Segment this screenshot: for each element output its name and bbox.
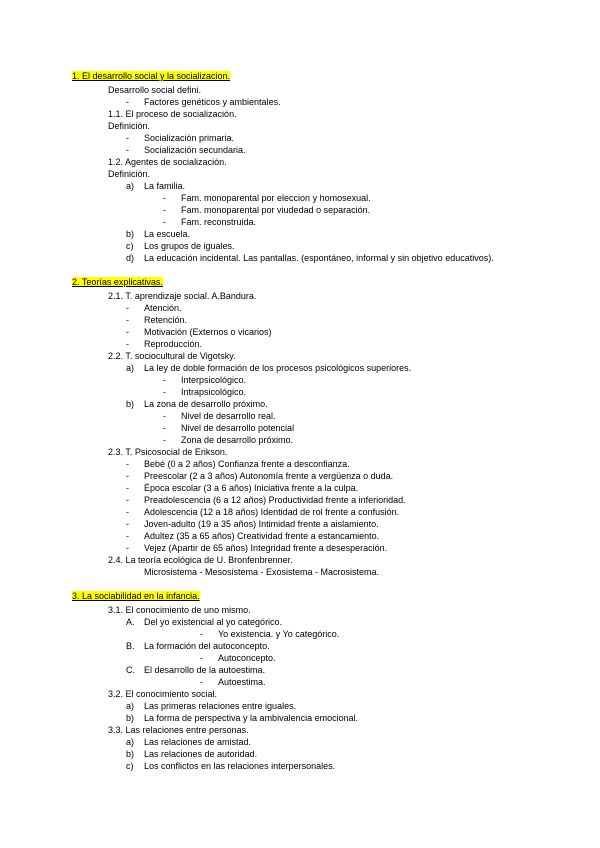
outline-line — [0, 192, 600, 204]
outline-line — [0, 386, 600, 398]
outline-line — [0, 290, 600, 302]
outline-line — [0, 616, 600, 628]
outline-line — [0, 132, 600, 144]
outline-line — [0, 156, 600, 168]
list-marker: c) — [126, 241, 134, 251]
dash-bullet: - — [163, 423, 166, 433]
line-text: Adultez (35 a 65 años) Creatividad frente a estancamiento. — [144, 531, 380, 541]
outline-line — [0, 326, 600, 338]
outline-line — [0, 446, 600, 458]
dash-bullet: - — [163, 375, 166, 385]
list-marker: b) — [126, 713, 135, 723]
outline-line — [0, 664, 600, 676]
section-heading — [0, 70, 600, 84]
line-text: Joven-adulto (19 a 35 años) Intimidad frente a aislamiento. — [144, 519, 379, 529]
line-text: Del yo existencial al yo categórico. — [144, 617, 283, 627]
line-text: La educación incidental. Las pantallas. (espontáneo, informal y sin objetivo educativos). — [144, 253, 494, 263]
blank-line — [0, 264, 600, 276]
line-text: La zona de desarrollo próximo. — [144, 399, 268, 409]
outline-line — [0, 554, 600, 566]
line-text: Socialización secundaria. — [144, 145, 246, 155]
outline-line — [0, 542, 600, 554]
line-text: La formación del autoconcepto. — [144, 641, 270, 651]
dash-bullet: - — [126, 519, 129, 529]
outline-line — [0, 240, 600, 252]
outline-line — [0, 422, 600, 434]
dash-bullet: - — [126, 303, 129, 313]
line-text: Motivación (Externos o vicarios) — [144, 327, 272, 337]
list-marker: a) — [126, 181, 135, 191]
line-text: Preadolescencia (6 a 12 años) Productividad frente a inferioridad. — [144, 495, 406, 505]
line-text: Las relaciones de autoridad. — [144, 749, 258, 759]
line-text: Época escolar (3 a 6 años) Iniciativa frente a la culpa. — [144, 483, 359, 493]
line-text: Zona de desarrollo próximo. — [181, 435, 294, 445]
dash-bullet: - — [200, 629, 203, 639]
line-text: 3.2. El conocimiento social. — [108, 689, 218, 699]
outline-line — [0, 302, 600, 314]
line-text: El desarrollo de la autoestima. — [144, 665, 266, 675]
dash-bullet: - — [163, 435, 166, 445]
dash-bullet: - — [126, 145, 129, 155]
dash-bullet: - — [126, 327, 129, 337]
outline-line — [0, 700, 600, 712]
line-text: Vejez (Apartir de 65 años) Integridad frente a desesperación. — [144, 543, 388, 553]
line-text: Nivel de desarrollo potencial — [181, 423, 295, 433]
line-text: 3.1. El conocimiento de uno mismo. — [108, 605, 251, 615]
outline-line — [0, 724, 600, 736]
section-heading-text: 2. Teorías explicativas. — [72, 277, 163, 287]
line-text: Definición. — [108, 169, 151, 179]
line-text: Intrapsicológico. — [181, 387, 247, 397]
outline-line — [0, 518, 600, 530]
dash-bullet: - — [200, 653, 203, 663]
line-text: Reproducción. — [144, 339, 203, 349]
line-text: La escuela. — [144, 229, 191, 239]
outline-line — [0, 314, 600, 326]
dash-bullet: - — [163, 205, 166, 215]
dash-bullet: - — [163, 387, 166, 397]
outline-line — [0, 144, 600, 156]
outline-line — [0, 228, 600, 240]
dash-bullet: - — [200, 677, 203, 687]
outline-line — [0, 338, 600, 350]
outline-line — [0, 566, 600, 578]
list-marker: C. — [126, 665, 135, 675]
dash-bullet: - — [163, 217, 166, 227]
list-marker: A. — [126, 617, 135, 627]
line-text: Yo existencia. y Yo categórico. — [218, 629, 340, 639]
section-heading-text: 3. La sociabilidad en la infancia. — [72, 591, 200, 601]
dash-bullet: - — [126, 543, 129, 553]
dash-bullet: - — [126, 315, 129, 325]
outline-line — [0, 120, 600, 132]
outline-line — [0, 688, 600, 700]
outline-line — [0, 180, 600, 192]
line-text: Definición. — [108, 121, 151, 131]
dash-bullet: - — [126, 459, 129, 469]
line-text: Fam. monoparental por viudedad o separación. — [181, 205, 371, 215]
list-marker: c) — [126, 761, 134, 771]
outline-line — [0, 398, 600, 410]
outline-line — [0, 168, 600, 180]
list-marker: a) — [126, 363, 135, 373]
list-marker: B. — [126, 641, 135, 651]
outline-line — [0, 84, 600, 96]
section-heading — [0, 276, 600, 290]
dash-bullet: - — [126, 507, 129, 517]
outline-line — [0, 482, 600, 494]
list-marker: a) — [126, 701, 135, 711]
outline-line — [0, 640, 600, 652]
outline-line — [0, 458, 600, 470]
line-text: Interpsicológico. — [181, 375, 247, 385]
outline-line — [0, 470, 600, 482]
line-text: Nivel de desarrollo real. — [181, 411, 276, 421]
line-text: Preescolar (2 a 3 años) Autonomía frente a vergüenza o duda. — [144, 471, 394, 481]
outline-line — [0, 760, 600, 772]
line-text: La ley de doble formación de los procesos psicológicos superiores. — [144, 363, 412, 373]
line-text: Autoconcepto. — [218, 653, 276, 663]
line-text: 1.2. Agentes de socialización. — [108, 157, 227, 167]
line-text: Los grupos de iguales. — [144, 241, 235, 251]
section-heading-text: 1. El desarrollo social y la socializacion. — [72, 71, 231, 81]
list-marker: d) — [126, 253, 135, 263]
line-text: Atención. — [144, 303, 182, 313]
line-text: Autoestima. — [218, 677, 266, 687]
line-text: Fam. reconstruida. — [181, 217, 257, 227]
outline-line — [0, 530, 600, 542]
line-text: 2.4. La teoría ecológica de U. Bronfenbrenner. — [108, 555, 293, 565]
outline-line — [0, 676, 600, 688]
outline-line — [0, 506, 600, 518]
outline-line — [0, 362, 600, 374]
outline-line — [0, 712, 600, 724]
outline-line — [0, 350, 600, 362]
dash-bullet: - — [126, 339, 129, 349]
dash-bullet: - — [163, 193, 166, 203]
outline-line — [0, 216, 600, 228]
dash-bullet: - — [126, 531, 129, 541]
line-text: Adolescencia (12 a 18 años) Identidad de rol frente a confusión. — [144, 507, 400, 517]
line-text: Fam. monoparental por eleccion y homosexual. — [181, 193, 371, 203]
dash-bullet: - — [126, 471, 129, 481]
line-text: La forma de perspectiva y la ambivalencia emocional. — [144, 713, 359, 723]
dash-bullet: - — [126, 495, 129, 505]
list-marker: b) — [126, 229, 135, 239]
line-text: Factores genéticos y ambientales. — [144, 97, 281, 107]
outline-line — [0, 748, 600, 760]
outline-line — [0, 204, 600, 216]
line-text: Desarrollo social defini. — [108, 85, 202, 95]
outline-line — [0, 434, 600, 446]
line-text: Las relaciones de amistad. — [144, 737, 252, 747]
outline-line — [0, 494, 600, 506]
line-text: 3.3. Las relaciones entre personas. — [108, 725, 249, 735]
outline-line — [0, 628, 600, 640]
line-text: Las primeras relaciones entre iguales. — [144, 701, 297, 711]
outline-line — [0, 652, 600, 664]
dash-bullet: - — [126, 133, 129, 143]
dash-bullet: - — [126, 483, 129, 493]
dash-bullet: - — [163, 411, 166, 421]
blank-line — [0, 578, 600, 590]
line-text: Microsistema - Mesosistema - Exosistema - Macrosistema. — [144, 567, 380, 577]
line-text: 2.3. T. Psicosocial de Erikson. — [108, 447, 228, 457]
line-text: Retención. — [144, 315, 188, 325]
outline-line — [0, 410, 600, 422]
outline-line — [0, 108, 600, 120]
line-text: La familia. — [144, 181, 186, 191]
outline-line — [0, 736, 600, 748]
list-marker: a) — [126, 737, 135, 747]
outline-line — [0, 252, 600, 264]
line-text: Socialización primaria. — [144, 133, 235, 143]
list-marker: b) — [126, 399, 135, 409]
line-text: Bebé (0 a 2 años) Confianza frente a desconfianza. — [144, 459, 350, 469]
dash-bullet: - — [126, 97, 129, 107]
outline-line — [0, 604, 600, 616]
outline-line — [0, 374, 600, 386]
document-page — [0, 70, 600, 772]
list-marker: b) — [126, 749, 135, 759]
section-heading — [0, 590, 600, 604]
outline-line — [0, 96, 600, 108]
line-text: Los conflictos en las relaciones interpersonales. — [144, 761, 336, 771]
line-text: 1.1. El proceso de socialización. — [108, 109, 237, 119]
line-text: 2.1. T. aprendizaje social. A.Bandura. — [108, 291, 257, 301]
line-text: 2.2. T. sociocultural de Vigotsky. — [108, 351, 236, 361]
